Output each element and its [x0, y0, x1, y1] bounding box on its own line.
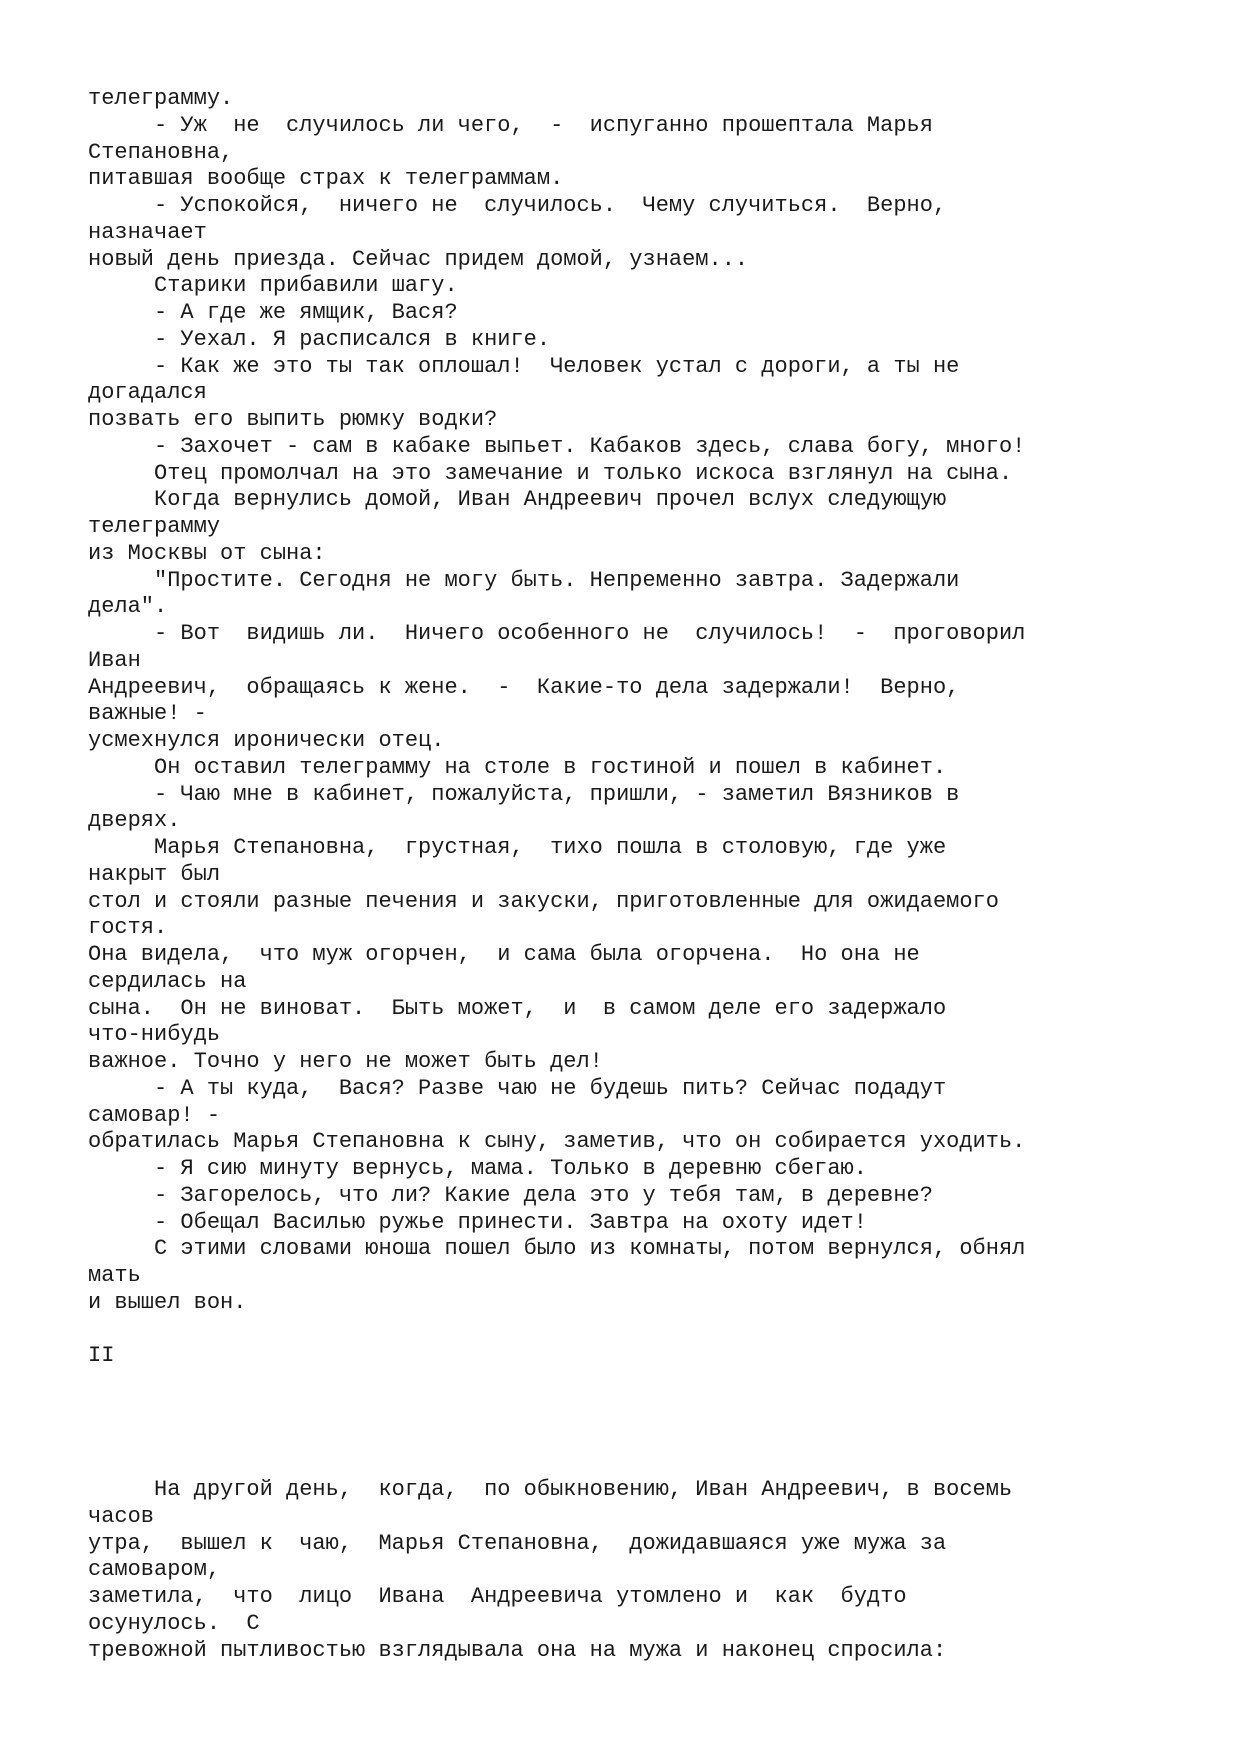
text-line: Степановна, — [88, 139, 234, 165]
text-line: что-нибудь — [88, 1022, 221, 1048]
text-line: - Обещал Василью ружье принести. Завтра на охоту идет! — [88, 1209, 867, 1235]
text-block-part2 — [88, 1477, 1208, 1664]
text-line: гостя. — [88, 915, 168, 941]
text-line: утра, вышел к чаю, Марья Степановна, дожидавшаяся уже мужа за — [88, 1530, 947, 1556]
text-line: самоваром, — [88, 1557, 221, 1583]
text-line: усмехнулся иронически отец. — [88, 728, 445, 753]
text-line: догадался — [88, 380, 207, 406]
text-line: осунулось. С — [88, 1610, 260, 1636]
blank-line — [88, 1317, 1208, 1344]
text-line: - Я сию минуту вернусь, мама. Только в деревню сбегаю. — [88, 1156, 867, 1181]
text-line: - Успокойся, ничего не случилось. Чему случиться. Верно, — [88, 193, 947, 218]
text-line: - А где же ямщик, Вася? — [88, 300, 458, 325]
text-line: - Захочет - сам в кабаке выпьет. Кабаков здесь, слава богу, много! — [88, 433, 1026, 459]
text-line: дверях. — [88, 808, 181, 834]
text-line: стол и стояли разные печения и закуски, приготовленные для ожидаемого — [88, 888, 999, 914]
text-line: На другой день, когда, по обыкновению, Иван Андреевич, в восемь — [88, 1477, 1013, 1502]
text-line: важное. Точно у него не может быть дел! — [88, 1049, 603, 1074]
text-line: - Уехал. Я расписался в книге. — [88, 326, 551, 352]
text-line: питавшая вообще страх к телеграммам. — [88, 166, 564, 192]
text-line: телеграмму. — [88, 86, 234, 111]
text-line: - Вот видишь ли. Ничего особенного не случилось! - проговорил — [88, 621, 1026, 646]
text-line: тревожной пытливостью взглядывала она на мужа и наконец спросила: — [88, 1637, 947, 1663]
chapter-spacing — [88, 1370, 1208, 1477]
text-line: - Уж не случилось ли чего, - испуганно прошептала Марья — [88, 112, 933, 138]
text-line: сердилась на — [88, 968, 247, 994]
text-line: Отец промолчал на это замечание и только искоса взглянул на сына. — [88, 460, 1013, 486]
text-line: - Как же это ты так оплошал! Человек устал с дороги, а ты не — [88, 353, 960, 379]
text-line: заметила, что лицо Ивана Андреевича утомлено и как будто — [88, 1584, 907, 1609]
text-line: С этими словами юноша пошел было из комнаты, потом вернулся, обнял — [88, 1236, 1026, 1262]
text-block-part1 — [88, 86, 1208, 1317]
text-line: обратилась Марья Степановна к сыну, заметив, что он собирается уходить. — [88, 1129, 1026, 1155]
text-line: Когда вернулись домой, Иван Андреевич прочел вслух следующую — [88, 487, 947, 513]
text-line: самовар! - — [88, 1102, 221, 1128]
text-line: Старики прибавили шагу. — [88, 273, 458, 299]
text-line: Марья Степановна, грустная, тихо пошла в столовую, где уже — [88, 835, 947, 860]
text-line: мать — [88, 1263, 141, 1288]
text-line: назначает — [88, 219, 207, 245]
text-line: Андреевич, обращаясь к жене. - Какие-то дела задержали! Верно, — [88, 674, 960, 700]
text-line: накрыт был — [88, 861, 221, 887]
document-page — [88, 86, 1208, 1664]
text-line: - А ты куда, Вася? Разве чаю не будешь пить? Сейчас подадут — [88, 1075, 947, 1101]
text-line: новый день приезда. Сейчас придем домой, узнаем... — [88, 246, 749, 272]
chapter-heading: II — [88, 1343, 115, 1369]
text-line: и вышел вон. — [88, 1289, 247, 1315]
text-line: - Чаю мне в кабинет, пожалуйста, пришли, - заметил Вязников в — [88, 781, 960, 807]
text-line: Иван — [88, 647, 141, 673]
text-line: - Загорелось, что ли? Какие дела это у тебя там, в деревне? — [88, 1182, 933, 1208]
text-line: дела". — [88, 594, 168, 620]
text-line: телеграмму — [88, 514, 221, 539]
text-line: Она видела, что муж огорчен, и сама была огорчена. Но она не — [88, 942, 920, 967]
text-line: важные! - — [88, 701, 207, 727]
text-line: часов — [88, 1503, 155, 1529]
text-line: сына. Он не виноват. Быть может, и в самом деле его задержало — [88, 995, 947, 1021]
text-line: позвать его выпить рюмку водки? — [88, 407, 498, 432]
text-line: Он оставил телеграмму на столе в гостиной и пошел в кабинет. — [88, 754, 947, 780]
text-line: "Простите. Сегодня не могу быть. Непременно завтра. Задержали — [88, 567, 960, 593]
text-line: из Москвы от сына: — [88, 540, 326, 566]
